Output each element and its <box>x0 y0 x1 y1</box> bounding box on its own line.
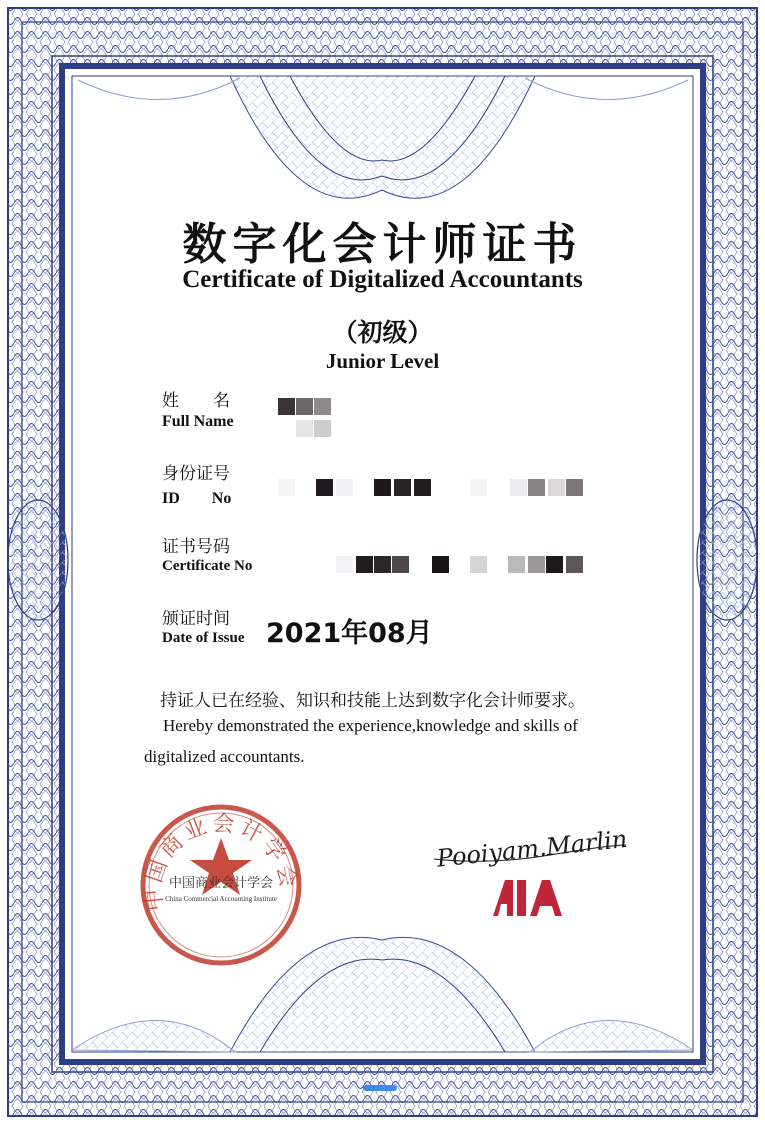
signature <box>430 815 630 875</box>
scroll-indicator[interactable] <box>363 1085 397 1091</box>
date-of-issue-value: 2021年08月 <box>266 618 433 649</box>
level-cn: （初级） <box>332 318 433 347</box>
statement-cn: 持证人已在经验、知识和技能上达到数字化会计师要求。 <box>160 691 585 711</box>
id-label-en: ID No <box>162 490 232 507</box>
level-en: Junior Level <box>325 349 440 373</box>
id-value-redacted <box>260 479 590 497</box>
seal-arc-text: 中国商业会计学会 <box>141 811 302 913</box>
institute-seal-stamp <box>136 800 306 970</box>
seal-inner-cn: 中国商业会计学会 <box>168 876 274 891</box>
id-label-cn: 身份证号 <box>162 464 230 484</box>
cert-number-label-cn: 证书号码 <box>162 537 230 557</box>
seal-inner-en: China Commercial Accounting Institute <box>165 895 277 903</box>
statement-en-line1: Hereby demonstrated the experience,knowledge and skills of <box>163 716 578 735</box>
statement-en-line2: digitalized accountants. <box>144 747 305 766</box>
name-value-redacted <box>278 398 338 440</box>
cert-number-label-en: Certificate No <box>162 558 253 574</box>
signature-text: Pooiyam.Marlin <box>435 824 629 873</box>
aia-logo <box>493 876 569 918</box>
date-label-cn: 颁证时间 <box>162 609 230 629</box>
name-label-en: Full Name <box>162 413 234 430</box>
date-label-en: Date of Issue <box>162 630 245 646</box>
certificate-title-en: Certificate of Digitalized Accountants <box>182 266 583 293</box>
aia-logo-text: AIA <box>531 917 533 918</box>
certificate-title-cn: 数字化会计师证书 <box>182 219 583 270</box>
cert-number-value-redacted <box>258 556 588 574</box>
name-label-cn: 姓 名 <box>162 391 230 411</box>
